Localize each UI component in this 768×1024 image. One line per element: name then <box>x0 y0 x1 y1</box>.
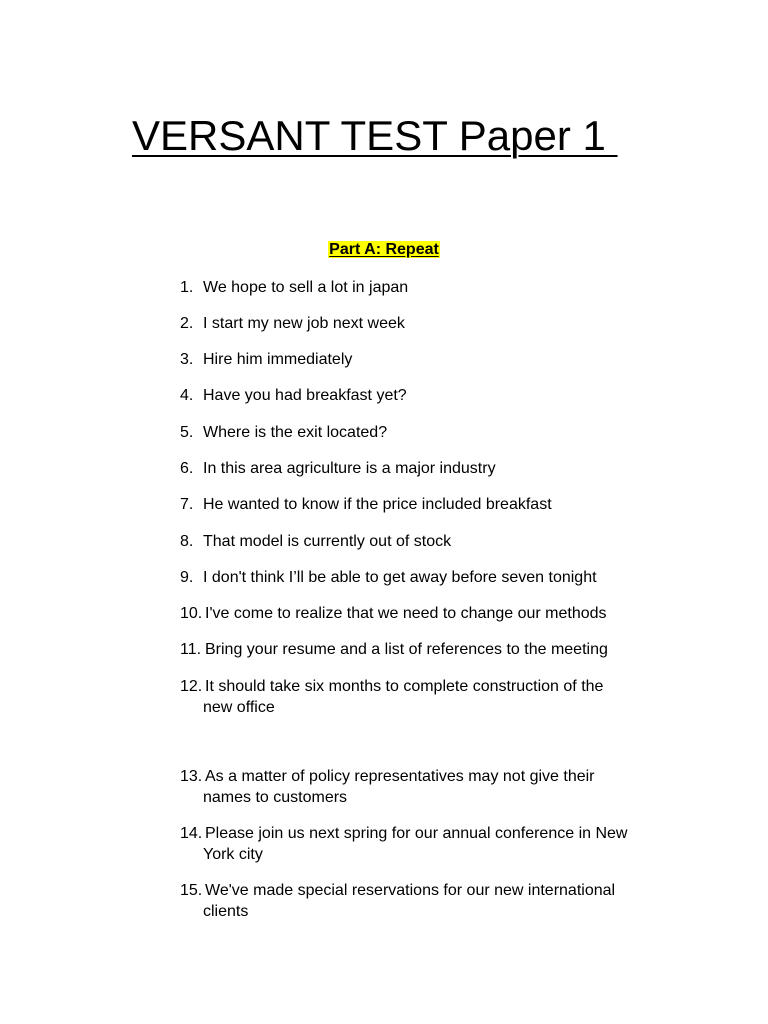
item-text-line-1: As a matter of policy representatives may not give their <box>205 768 595 785</box>
document-title: VERSANT TEST Paper 1 <box>132 112 618 159</box>
list-item <box>180 349 352 370</box>
list-item <box>180 676 603 718</box>
list-item <box>180 277 408 298</box>
item-text: I start my new job next week <box>203 315 405 332</box>
list-item <box>180 458 496 479</box>
item-number: 14. <box>180 825 203 842</box>
item-number: 4. <box>180 387 194 404</box>
item-number: 11. <box>180 641 202 658</box>
list-item <box>180 567 597 588</box>
item-text: I've come to realize that we need to change our methods <box>205 605 607 622</box>
list-item <box>180 823 627 865</box>
item-text-line-2: names to customers <box>203 789 348 806</box>
list-item <box>180 313 405 334</box>
item-number: 15. <box>180 882 203 899</box>
list-item <box>180 880 615 922</box>
section-heading <box>0 240 768 260</box>
item-text-line-2: clients <box>203 903 249 920</box>
item-number: 9. <box>180 569 194 586</box>
item-text: Hire him immediately <box>203 351 353 368</box>
item-text: That model is currently out of stock <box>203 533 452 550</box>
list-item <box>180 422 387 443</box>
item-number: 3. <box>180 351 194 368</box>
item-text: Bring your resume and a list of references to the meeting <box>205 641 608 658</box>
item-text-line-2: new office <box>203 699 275 716</box>
list-item <box>180 603 607 624</box>
item-text-line-2: York city <box>203 846 263 863</box>
item-number: 12. <box>180 678 203 695</box>
item-text: He wanted to know if the price included breakfast <box>203 496 552 513</box>
list-item <box>180 639 608 660</box>
list-item <box>180 531 451 552</box>
item-text-line-1: We've made special reservations for our new international <box>205 882 616 899</box>
item-text: Where is the exit located? <box>203 424 388 441</box>
list-item <box>180 494 552 515</box>
item-text-line-1: It should take six months to complete construction of the <box>205 678 604 695</box>
item-text-line-1: Please join us next spring for our annual conference in New <box>205 825 628 842</box>
list-item <box>180 385 407 406</box>
item-text: Have you had breakfast yet? <box>203 387 407 404</box>
item-number: 13. <box>180 768 203 785</box>
list-item <box>180 766 595 808</box>
item-number: 10. <box>180 605 203 622</box>
item-text: In this area agriculture is a major industry <box>203 460 496 477</box>
item-text: We hope to sell a lot in japan <box>203 279 409 296</box>
item-text: I don't think I’ll be able to get away before seven tonight <box>203 569 597 586</box>
item-number: 1. <box>180 279 194 296</box>
item-number: 6. <box>180 460 194 477</box>
item-number: 5. <box>180 424 194 441</box>
section-heading-label: Part A: Repeat <box>329 241 439 258</box>
item-number: 7. <box>180 496 194 513</box>
item-number: 2. <box>180 315 194 332</box>
item-number: 8. <box>180 533 194 550</box>
